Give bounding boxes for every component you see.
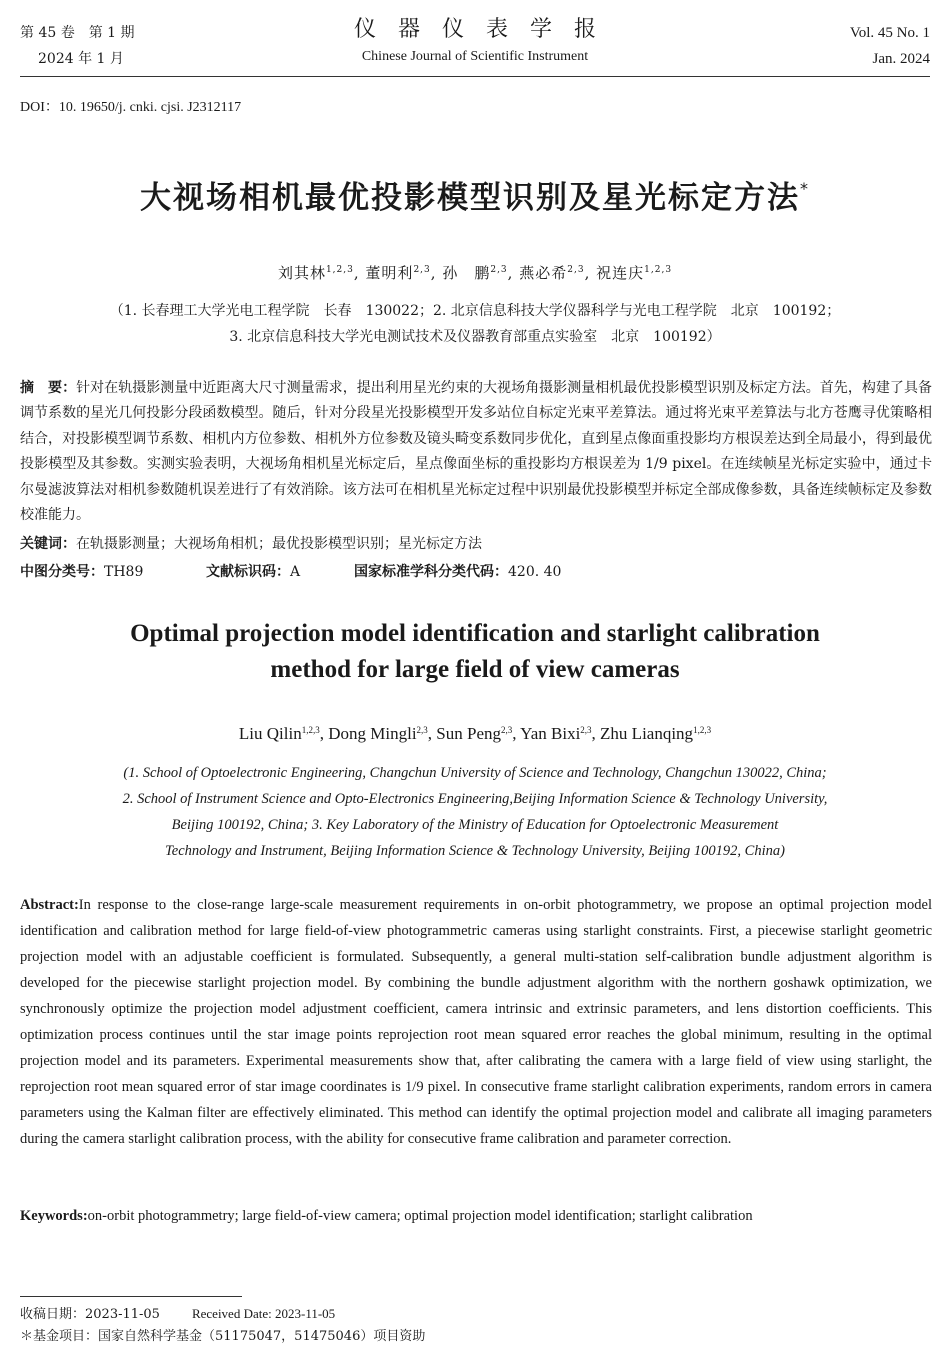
author-separator: , [512, 724, 517, 743]
authors-cn [0, 262, 950, 283]
classification-line [20, 560, 561, 584]
author-cn [278, 264, 360, 282]
date-cn: 2024 年 1 月 [38, 51, 124, 67]
header-right [850, 20, 930, 72]
title-footnote-mark: * [800, 179, 810, 198]
author-cn [365, 264, 436, 282]
title-en-line: Optimal projection model identification and starlight calibration [130, 620, 820, 647]
author-name: 董明利 [365, 264, 414, 282]
doi: DOI：10. 19650/j. cnki. cjsi. J2312117 [20, 100, 242, 115]
author-name: 祝连庆 [596, 264, 645, 282]
footnote-received [20, 1303, 335, 1326]
affiliation-line: Beijing 100192, China; 3. Key Laboratory of the Ministry of Education for Optoelectronic Measurement [171, 817, 779, 833]
author-name: Dong Mingli [328, 724, 417, 743]
std-code-value: 420. 40 [508, 564, 562, 580]
header-rule [20, 76, 930, 77]
author-en [600, 724, 711, 743]
author-affiliation-mark: 1,2,3 [644, 265, 673, 275]
author-name: Sun Peng [436, 724, 502, 743]
author-cn [596, 264, 672, 282]
date-en: Jan. 2024 [872, 51, 930, 67]
doc-code-group [206, 560, 354, 584]
author-separator: , [507, 264, 514, 282]
clc-value: TH89 [104, 564, 144, 580]
author-affiliation-mark: 2,3 [413, 265, 431, 275]
author-cn [519, 264, 590, 282]
author-name: 孙 鹏 [442, 264, 491, 282]
author-separator: , [427, 724, 433, 743]
journal-name-en: Chinese Journal of Scientific Instrument [361, 49, 589, 64]
author-name: 刘其林 [277, 264, 326, 282]
author-name: 燕必希 [519, 264, 568, 282]
author-separator: , [591, 724, 596, 743]
author-en [436, 724, 516, 743]
volume-en: Vol. 45 No. 1 [849, 25, 930, 41]
keywords-en-text: on-orbit photogrammetry; large field-of-view camera; optimal projection model identification; starlight calibration [87, 1208, 753, 1224]
author-name: Zhu Lianqing [600, 724, 694, 743]
keywords-cn [20, 532, 932, 556]
abstract-en-text: In response to the close-range large-scale measurement requirements in on-orbit photogrammetry, we propose an optimal projection model identification and calibration method for large field-of-view photogrammetric cameras using starlight constraints. First, a piecewise starlight geometric projection model with an adjustable coefficient is formulated. Subsequently, a general multi-station self-calibration bundle adjustment algorithm is developed for the piecewise starlight projection model. By combining the bundle adjustment algorithm with the northern goshawk optimization, we synchronously optimize the projection model adjustment coefficient, camera intrinsic and extrinsic parameters, and lens distortion coefficients. This optimization process continues until the star image points reprojection root mean squared error reaches the global minimum, resulting in the optimal projection model and its parameters. Experimental measurements show that, after calibrating the camera with a large field of view using starlight, the reprojection root mean squared error of star image coordinates is 1/9 pixel. In consecutive frame starlight calibration experiments, random errors in camera parameters using the Kalman filter are effectively eliminated. This method can identify the optimal projection model and calibrate all imaging parameters during the camera starlight calibration process, with the ability for consecutive frame calibration and parameter correction. [20, 897, 932, 1147]
abstract-cn-text: 针对在轨摄影测量中近距离大尺寸测量需求，提出利用星光约束的大视场角摄影测量相机最优投影模型识别及标定方法。首先，构建了具备调节系数的星光几何投影分段函数模型。随后，针对分段星光投影模型开发多站位自标定光束平差算法。通过将光束平差算法与北方苍鹰寻优策略相结合，对投影模型调节系数、相机内方位参数、相机外方位参数及镜头畸变系数同步优化，直到星点像面重投影均方根误差达到全局最小，得到最优投影模型及其参数。实测实验表明，大视场角相机星光标定后，星点像面坐标的重投影均方根误差为 1/9 pixel。在连续帧星光标定实验中，通过卡尔曼滤波算法对相机参数随机误差进行了有效消除。该方法可在相机星光标定过程中识别最优投影模型并标定全部成像参数，具备连续帧标定及参数校准能力。 [20, 380, 932, 524]
title-cn-text: 大视场相机最优投影模型识别及星光标定方法 [140, 180, 800, 216]
volume-cn: 第 45 卷 第 1 期 [20, 25, 135, 41]
affiliations-en [0, 760, 950, 864]
author-name: Yan Bixi [520, 724, 581, 743]
affiliations-cn [0, 298, 950, 350]
author-affiliation-mark: 1,2,3 [301, 725, 320, 735]
doc-code-label: 文献标识码： [206, 564, 290, 580]
author-affiliation-mark: 2,3 [490, 265, 508, 275]
author-separator: , [319, 724, 324, 743]
authors-en [0, 724, 950, 744]
author-affiliation-mark: 2,3 [567, 265, 585, 275]
author-affiliation-mark: 2,3 [580, 725, 592, 735]
abstract-cn-label: 摘 要： [20, 380, 77, 396]
affiliation-line: 3. 北京信息科技大学光电测试技术及仪器教育部重点实验室 北京 100192） [229, 329, 721, 345]
title-en-line: method for large field of view cameras [270, 656, 680, 683]
std-code-group [354, 560, 561, 584]
clc-label: 中图分类号： [20, 564, 104, 580]
author-en [328, 724, 432, 743]
keywords-cn-text: 在轨摄影测量；大视场角相机；最优投影模型识别；星光标定方法 [76, 536, 482, 552]
author-affiliation-mark: 2,3 [501, 725, 513, 735]
affiliation-line: 2. School of Instrument Science and Opto-Electronics Engineering,Beijing Information Science & Technology University, [122, 791, 828, 807]
footnote-rule [20, 1296, 242, 1297]
title-cn [0, 172, 950, 217]
abstract-cn [20, 376, 932, 528]
author-affiliation-mark: 1,2,3 [325, 265, 354, 275]
author-cn [442, 264, 513, 282]
journal-name-cn: 仪器仪表学报 [353, 17, 618, 42]
footnote-fund: ＊基金项目：国家自然科学基金（51175047，51475046）项目资助 [20, 1329, 426, 1344]
received-date-en: Received Date: 2023-11-05 [191, 1306, 336, 1321]
keywords-cn-label: 关键词： [20, 536, 76, 552]
keywords-en-label: Keywords: [20, 1208, 88, 1224]
author-affiliation-mark: 2,3 [416, 725, 428, 735]
author-affiliation-mark: 1,2,3 [693, 725, 712, 735]
abstract-en [20, 892, 932, 1152]
author-name: Liu Qilin [238, 724, 302, 743]
author-separator: , [430, 264, 437, 282]
keywords-en [20, 1204, 932, 1228]
affiliation-line: Technology and Instrument, Beijing Information Science & Technology University, Beijing 100192, China) [165, 843, 785, 859]
doc-code-value: A [290, 564, 301, 580]
affiliation-line: (1. School of Optoelectronic Engineering, Changchun University of Science and Technology, Changchun 130022, China; [123, 765, 827, 781]
author-en [239, 724, 324, 743]
std-code-label: 国家标准学科分类代码： [354, 564, 508, 580]
author-separator: , [353, 264, 360, 282]
header-center [0, 14, 950, 68]
abstract-en-label: Abstract: [20, 897, 79, 913]
affiliation-line: （1. 长春理工大学光电工程学院 长春 130022；2. 北京信息科技大学仪器科学与光电工程学院 北京 100192； [109, 303, 841, 319]
title-en [0, 616, 950, 688]
received-date-cn: 收稿日期：2023-11-05 [20, 1307, 160, 1322]
author-en [520, 724, 596, 743]
clc-group [20, 560, 206, 584]
author-separator: , [584, 264, 591, 282]
